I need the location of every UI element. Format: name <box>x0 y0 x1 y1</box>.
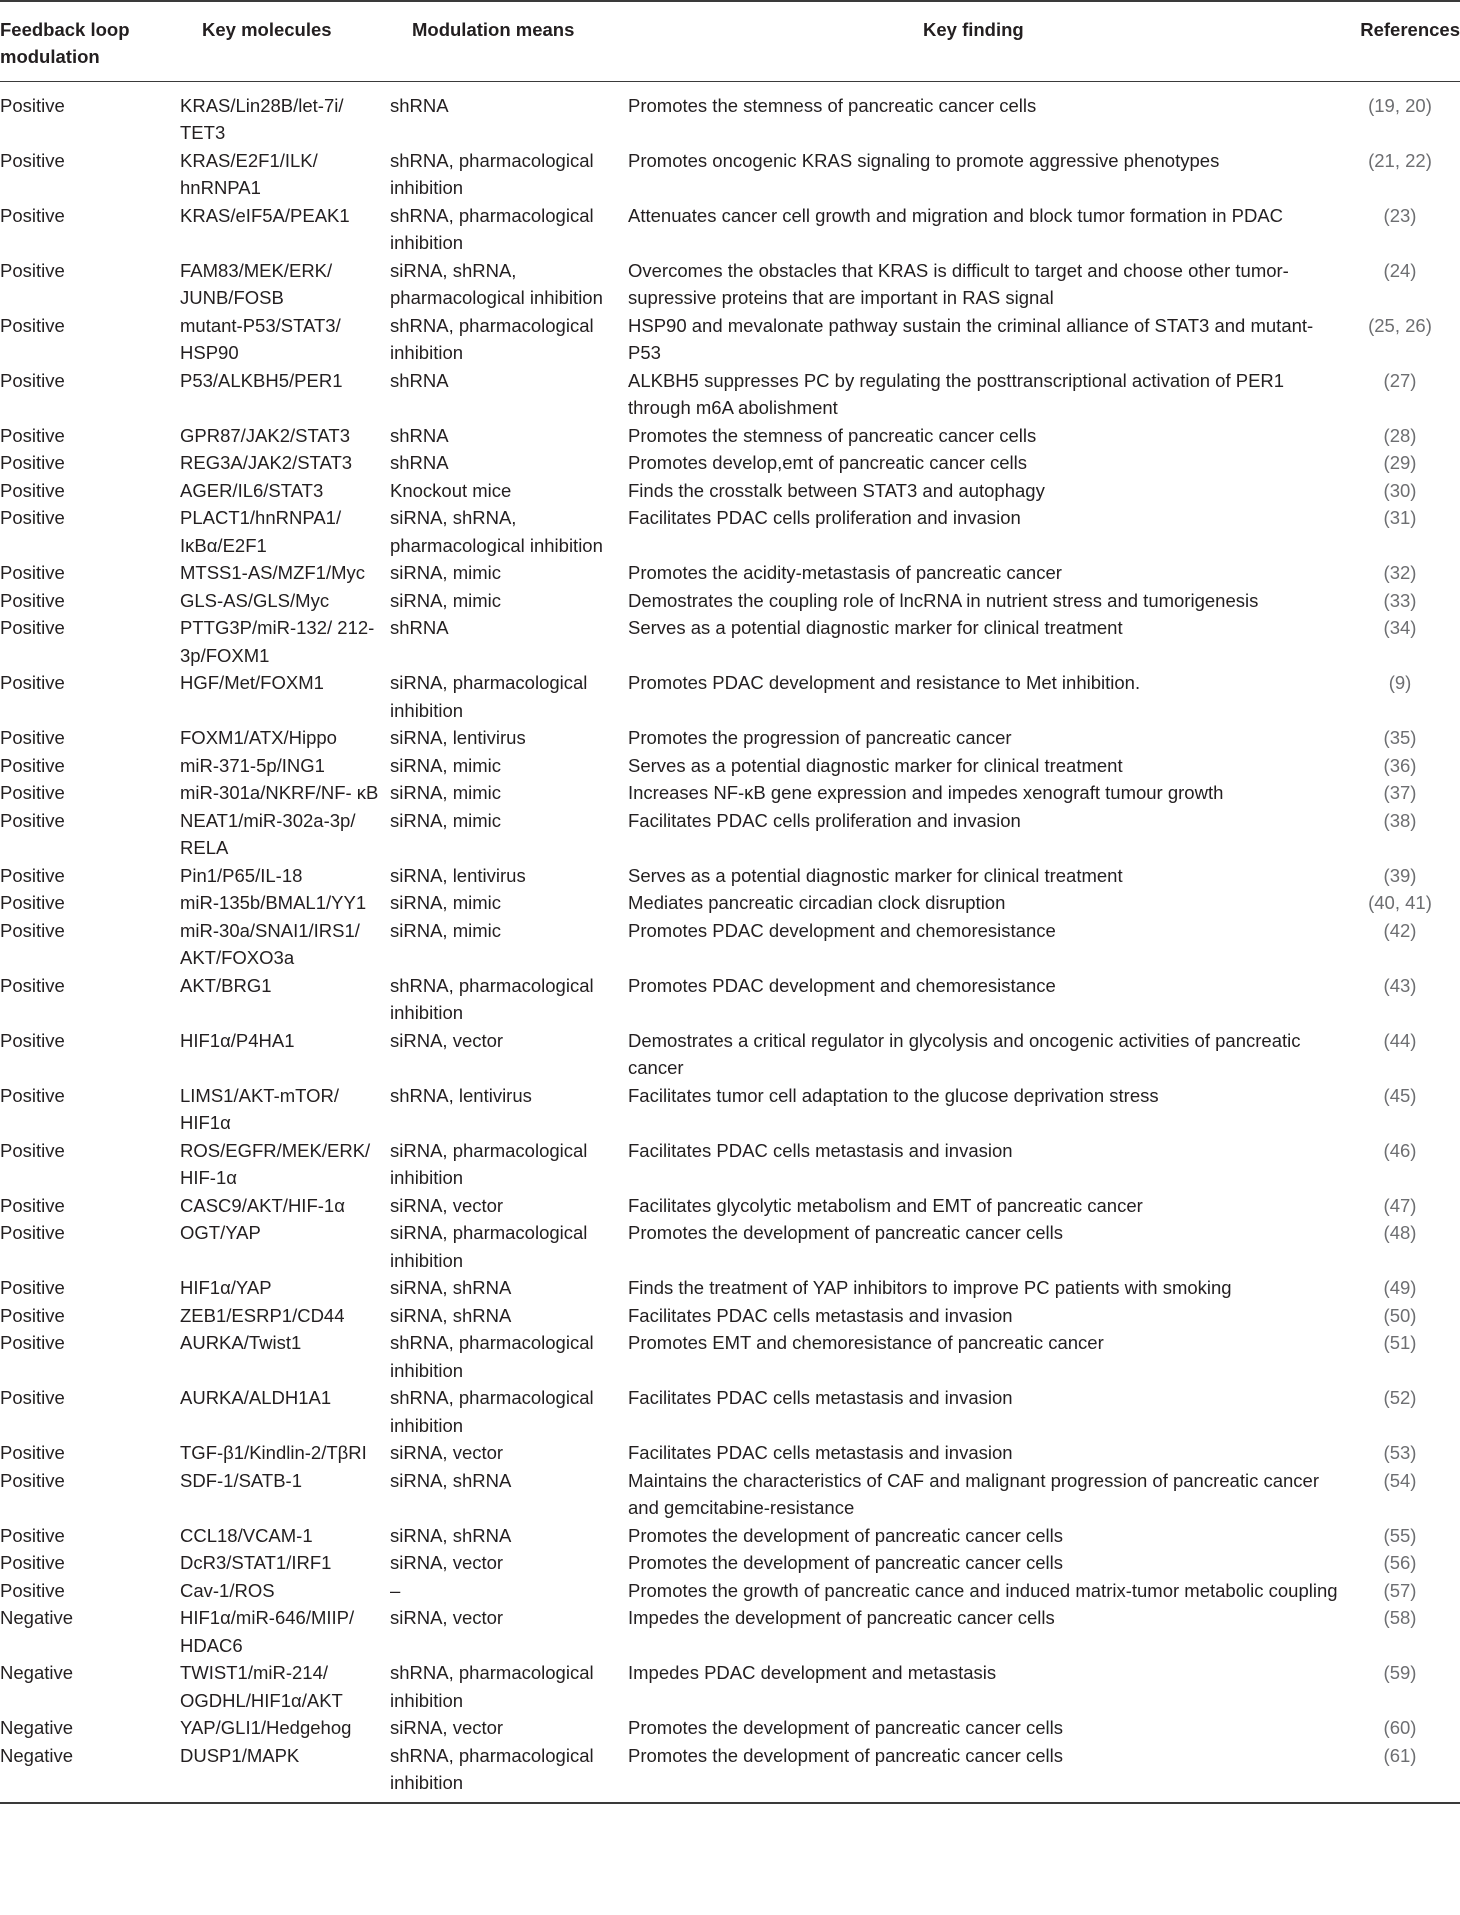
cell-key-finding: Serves as a potential diagnostic marker for clinical treatment <box>628 864 1123 886</box>
cell-feedback-modulation: Positive <box>0 507 65 528</box>
cell-references: (61) <box>1340 1742 1460 1803</box>
table-row <box>0 1714 1460 1742</box>
cell-modulation-means: shRNA, pharmacological inhibition <box>390 1332 594 1381</box>
cell-key-finding: Promotes the growth of pancreatic cance and induced matrix-tumor metabolic coupling <box>628 1579 1338 1601</box>
cell-key-finding: Promotes the stemness of pancreatic cancer cells <box>628 424 1037 446</box>
cell-key-molecules: miR-371-5p/ING1 <box>180 754 325 776</box>
cell-feedback-modulation: Positive <box>0 974 65 996</box>
cell-feedback-modulation: Positive <box>0 1277 65 1298</box>
table-row <box>0 614 1460 669</box>
cell-key-molecules: AURKA/ALDH1A1 <box>180 1387 332 1408</box>
cell-references: (42) <box>1383 919 1417 941</box>
cell-key-molecules: mutant-P53/STAT3/ HSP90 <box>180 314 341 363</box>
cell-key-molecules: NEAT1/miR-302a-3p/ RELA <box>180 809 356 858</box>
cell-feedback-modulation: Positive <box>0 1029 65 1051</box>
cell-key-finding: Demostrates a critical regulator in glycolysis and oncogenic activities of pancreatic cancer <box>628 1029 1301 1078</box>
cell-key-molecules: AKT/BRG1 <box>180 974 272 996</box>
table-row <box>0 147 1460 202</box>
cell-key-finding: Facilitates glycolytic metabolism and EMT of pancreatic cancer <box>628 1194 1143 1216</box>
table-row <box>0 559 1460 587</box>
table-row <box>0 504 1460 559</box>
cell-feedback-modulation: Negative <box>0 1662 74 1683</box>
cell-feedback-modulation: Negative <box>0 1717 74 1738</box>
cell-key-finding: ALKBH5 suppresses PC by regulating the posttranscriptional activation of PER1 through m6A abolishment <box>628 369 1285 418</box>
cell-references: (31) <box>1383 507 1417 528</box>
cell-references: (49) <box>1383 1277 1417 1298</box>
cell-feedback-modulation: Positive <box>0 864 65 886</box>
cell-references: (9) <box>1388 672 1412 693</box>
cell-key-finding: Facilitates PDAC cells metastasis and invasion <box>628 1304 1013 1326</box>
cell-modulation-means: siRNA, shRNA <box>390 1304 512 1326</box>
cell-references: (27) <box>1383 369 1417 391</box>
cell-references: (21, 22) <box>1368 149 1432 171</box>
cell-modulation-means: shRNA, pharmacological inhibition <box>390 974 594 1023</box>
cell-key-molecules: YAP/GLI1/Hedgehog <box>180 1717 352 1738</box>
cell-feedback-modulation: Positive <box>0 562 65 583</box>
cell-key-molecules: AURKA/Twist1 <box>180 1332 302 1353</box>
cell-modulation-means: siRNA, vector <box>390 1717 504 1738</box>
table-row <box>0 312 1460 367</box>
table-row <box>0 367 1460 422</box>
table-row <box>0 669 1460 724</box>
cell-key-finding: Promotes PDAC development and resistance to Met inhibition. <box>628 672 1141 693</box>
table-row <box>0 1742 1460 1803</box>
table-row <box>0 257 1460 312</box>
cell-key-molecules: KRAS/Lin28B/let-7i/ TET3 <box>180 94 344 143</box>
cell-references: (52) <box>1383 1387 1417 1408</box>
cell-modulation-means: siRNA, vector <box>390 1442 504 1463</box>
cell-modulation-means: shRNA, pharmacological inhibition <box>390 149 594 198</box>
cell-references: (55) <box>1383 1524 1417 1546</box>
cell-key-finding: Finds the crosstalk between STAT3 and autophagy <box>628 479 1045 501</box>
cell-references: (37) <box>1383 782 1417 803</box>
cell-feedback-modulation: Positive <box>0 782 65 803</box>
cell-key-molecules: TWIST1/miR-214/ OGDHL/HIF1α/AKT <box>180 1662 343 1711</box>
cell-feedback-modulation: Positive <box>0 1332 65 1353</box>
cell-feedback-modulation: Positive <box>0 259 65 281</box>
cell-modulation-means: shRNA, pharmacological inhibition <box>390 1387 594 1436</box>
cell-key-molecules: FOXM1/ATX/Hippo <box>180 727 337 748</box>
cell-key-molecules: miR-301a/NKRF/NF- κB <box>180 782 379 803</box>
cell-key-molecules: GPR87/JAK2/STAT3 <box>180 424 350 446</box>
cell-key-molecules: KRAS/E2F1/ILK/ hnRNPA1 <box>180 149 318 198</box>
cell-key-molecules: SDF-1/SATB-1 <box>180 1469 302 1491</box>
table-row <box>0 1137 1460 1192</box>
cell-references: (24) <box>1383 259 1417 281</box>
cell-modulation-means: siRNA, mimic <box>390 782 501 803</box>
cell-references: (46) <box>1383 1139 1417 1161</box>
table-row <box>0 477 1460 505</box>
cell-key-molecules: CASC9/AKT/HIF-1α <box>180 1194 345 1216</box>
cell-modulation-means: siRNA, mimic <box>390 754 501 776</box>
cell-feedback-modulation: Positive <box>0 1442 65 1463</box>
cell-key-finding: Facilitates PDAC cells metastasis and invasion <box>628 1387 1013 1408</box>
cell-modulation-means: shRNA, pharmacological inhibition <box>390 1742 628 1803</box>
cell-key-molecules: LIMS1/AKT-mTOR/ HIF1α <box>180 1084 339 1133</box>
cell-key-finding: HSP90 and mevalonate pathway sustain the criminal alliance of STAT3 and mutant-P53 <box>628 314 1314 363</box>
table-row <box>0 1522 1460 1550</box>
cell-key-finding: Promotes the development of pancreatic cancer cells <box>628 1742 1340 1803</box>
cell-modulation-means: siRNA, shRNA <box>390 1277 512 1298</box>
cell-key-finding: Promotes PDAC development and chemoresistance <box>628 974 1056 996</box>
cell-modulation-means: shRNA <box>390 369 449 391</box>
cell-key-molecules: miR-30a/SNAI1/IRS1/ AKT/FOXO3a <box>180 919 360 968</box>
cell-feedback-modulation: Positive <box>0 589 65 611</box>
cell-key-finding: Impedes the development of pancreatic cancer cells <box>628 1607 1055 1628</box>
cell-references: (43) <box>1383 974 1417 996</box>
cell-references: (58) <box>1383 1607 1417 1628</box>
cell-references: (47) <box>1383 1194 1417 1216</box>
cell-key-finding: Promotes develop,emt of pancreatic cancer cells <box>628 452 1027 473</box>
table-body <box>0 81 1460 1803</box>
table-row <box>0 1577 1460 1605</box>
cell-modulation-means: siRNA, lentivirus <box>390 864 526 886</box>
cell-modulation-means: siRNA, mimic <box>390 919 501 941</box>
cell-key-molecules: HIF1α/P4HA1 <box>180 1029 295 1051</box>
cell-references: (51) <box>1383 1332 1417 1353</box>
cell-feedback-modulation: Positive <box>0 727 65 748</box>
cell-references: (57) <box>1383 1579 1417 1601</box>
cell-references: (28) <box>1383 424 1417 446</box>
cell-modulation-means: shRNA <box>390 94 449 116</box>
cell-key-molecules: GLS-AS/GLS/Myc <box>180 589 330 611</box>
table-row <box>0 917 1460 972</box>
cell-feedback-modulation: Positive <box>0 1469 65 1491</box>
cell-key-finding: Finds the treatment of YAP inhibitors to improve PC patients with smoking <box>628 1277 1232 1298</box>
cell-key-finding: Promotes PDAC development and chemoresistance <box>628 919 1056 941</box>
table-row <box>0 889 1460 917</box>
cell-key-molecules: HGF/Met/FOXM1 <box>180 672 324 693</box>
cell-feedback-modulation: Negative <box>0 1742 172 1803</box>
cell-key-finding: Facilitates PDAC cells metastasis and invasion <box>628 1442 1013 1463</box>
cell-modulation-means: shRNA, lentivirus <box>390 1084 532 1106</box>
cell-feedback-modulation: Positive <box>0 479 65 501</box>
cell-modulation-means: siRNA, shRNA, pharmacological inhibition <box>390 507 603 556</box>
cell-modulation-means: Knockout mice <box>390 479 512 501</box>
cell-key-finding: Promotes oncogenic KRAS signaling to promote aggressive phenotypes <box>628 149 1220 171</box>
cell-modulation-means: siRNA, pharmacological inhibition <box>390 1222 588 1271</box>
table-row <box>0 1219 1460 1274</box>
table-row <box>0 1384 1460 1439</box>
cell-feedback-modulation: Positive <box>0 94 65 116</box>
cell-feedback-modulation: Positive <box>0 892 65 913</box>
table-row <box>0 724 1460 752</box>
cell-references: (48) <box>1383 1222 1417 1243</box>
cell-key-molecules: Cav-1/ROS <box>180 1579 275 1601</box>
cell-modulation-means: siRNA, vector <box>390 1029 504 1051</box>
table-row <box>0 1302 1460 1330</box>
cell-feedback-modulation: Positive <box>0 1139 65 1161</box>
cell-modulation-means: shRNA, pharmacological inhibition <box>390 1662 594 1711</box>
table-row <box>0 202 1460 257</box>
cell-feedback-modulation: Positive <box>0 672 65 693</box>
cell-key-finding: Promotes the development of pancreatic cancer cells <box>628 1717 1063 1738</box>
cell-references: (45) <box>1383 1084 1417 1106</box>
cell-key-finding: Promotes the development of pancreatic cancer cells <box>628 1524 1063 1546</box>
table-row <box>0 1549 1460 1577</box>
cell-modulation-means: siRNA, pharmacological inhibition <box>390 1139 588 1188</box>
cell-key-finding: Demostrates the coupling role of lncRNA in nutrient stress and tumorigenesis <box>628 589 1259 611</box>
cell-references: (19, 20) <box>1368 94 1432 116</box>
cell-references: (38) <box>1383 809 1417 831</box>
cell-modulation-means: siRNA, vector <box>390 1607 504 1628</box>
table-row <box>0 1659 1460 1714</box>
table-row <box>0 807 1460 862</box>
cell-references: (60) <box>1383 1717 1417 1738</box>
cell-modulation-means: siRNA, vector <box>390 1194 504 1216</box>
header-key-molecules: Key molecules <box>172 1 390 81</box>
table-row <box>0 449 1460 477</box>
cell-modulation-means: siRNA, mimic <box>390 562 501 583</box>
cell-feedback-modulation: Positive <box>0 1387 65 1408</box>
cell-modulation-means: – <box>390 1579 401 1601</box>
cell-key-molecules: PLACT1/hnRNPA1/ IκBα/E2F1 <box>180 507 342 556</box>
header-modulation-means: Modulation means <box>390 1 628 81</box>
table-row <box>0 1027 1460 1082</box>
cell-references: (54) <box>1383 1469 1417 1491</box>
cell-feedback-modulation: Positive <box>0 754 65 776</box>
cell-feedback-modulation: Positive <box>0 369 65 391</box>
cell-key-molecules: MTSS1-AS/MZF1/Myc <box>180 562 366 583</box>
cell-key-finding: Attenuates cancer cell growth and migration and block tumor formation in PDAC <box>628 204 1284 226</box>
cell-key-finding: Maintains the characteristics of CAF and malignant progression of pancreatic cancer and gemcitabine-resistance <box>628 1469 1320 1518</box>
cell-key-molecules: REG3A/JAK2/STAT3 <box>180 452 353 473</box>
cell-key-finding: Facilitates tumor cell adaptation to the glucose deprivation stress <box>628 1084 1159 1106</box>
cell-modulation-means: siRNA, pharmacological inhibition <box>390 672 588 721</box>
cell-key-finding: Promotes the progression of pancreatic cancer <box>628 727 1012 748</box>
table-row <box>0 1467 1460 1522</box>
cell-feedback-modulation: Positive <box>0 1194 65 1216</box>
cell-feedback-modulation: Positive <box>0 1084 65 1106</box>
cell-references: (25, 26) <box>1368 314 1432 336</box>
header-feedback-loop-modulation: Feedback loop modulation <box>0 1 172 81</box>
cell-key-finding: Overcomes the obstacles that KRAS is difficult to target and choose other tumor-supressive proteins that are important in RAS signal <box>628 259 1289 308</box>
table-header-row <box>0 1 1460 81</box>
cell-modulation-means: siRNA, shRNA <box>390 1524 512 1546</box>
cell-key-finding: Promotes the development of pancreatic cancer cells <box>628 1222 1063 1243</box>
cell-key-molecules: TGF-β1/Kindlin-2/TβRI <box>180 1442 367 1463</box>
cell-key-finding: Mediates pancreatic circadian clock disruption <box>628 892 1006 913</box>
cell-modulation-means: shRNA, pharmacological inhibition <box>390 204 594 253</box>
cell-key-molecules: OGT/YAP <box>180 1222 261 1243</box>
cell-feedback-modulation: Positive <box>0 617 65 638</box>
cell-references: (34) <box>1383 617 1417 638</box>
cell-modulation-means: siRNA, mimic <box>390 809 501 831</box>
cell-references: (50) <box>1383 1304 1417 1326</box>
table-row <box>0 422 1460 450</box>
cell-key-molecules: HIF1α/YAP <box>180 1277 272 1298</box>
cell-feedback-modulation: Positive <box>0 1552 65 1573</box>
cell-key-finding: Promotes the acidity-metastasis of pancreatic cancer <box>628 562 1062 583</box>
cell-modulation-means: shRNA, pharmacological inhibition <box>390 314 594 363</box>
cell-key-finding: Serves as a potential diagnostic marker for clinical treatment <box>628 617 1123 638</box>
cell-modulation-means: siRNA, lentivirus <box>390 727 526 748</box>
cell-key-finding: Promotes the development of pancreatic cancer cells <box>628 1552 1063 1573</box>
cell-key-finding: Facilitates PDAC cells proliferation and invasion <box>628 507 1021 528</box>
cell-key-molecules: PTTG3P/miR-132/ 212-3p/FOXM1 <box>180 617 375 666</box>
cell-modulation-means: siRNA, shRNA, pharmacological inhibition <box>390 259 603 308</box>
cell-feedback-modulation: Negative <box>0 1607 74 1628</box>
cell-key-molecules: HIF1α/miR-646/MIIP/ HDAC6 <box>180 1607 355 1656</box>
cell-references: (35) <box>1383 727 1417 748</box>
cell-references: (30) <box>1383 479 1417 501</box>
cell-references: (33) <box>1383 589 1417 611</box>
table-row <box>0 81 1460 147</box>
cell-feedback-modulation: Positive <box>0 424 65 446</box>
cell-modulation-means: siRNA, vector <box>390 1552 504 1573</box>
cell-key-molecules: CCL18/VCAM-1 <box>180 1524 313 1546</box>
table-row <box>0 752 1460 780</box>
cell-references: (29) <box>1383 452 1417 473</box>
table-row <box>0 862 1460 890</box>
cell-key-finding: Impedes PDAC development and metastasis <box>628 1662 997 1683</box>
cell-key-molecules: AGER/IL6/STAT3 <box>180 479 324 501</box>
cell-key-molecules: ROS/EGFR/MEK/ERK/ HIF-1α <box>180 1139 371 1188</box>
cell-references: (40, 41) <box>1368 892 1432 913</box>
cell-key-finding: Increases NF-κB gene expression and impedes xenograft tumour growth <box>628 782 1224 803</box>
cell-feedback-modulation: Positive <box>0 204 65 226</box>
table-row <box>0 1274 1460 1302</box>
table-row <box>0 1329 1460 1384</box>
cell-key-finding: Facilitates PDAC cells metastasis and invasion <box>628 1139 1013 1161</box>
cell-feedback-modulation: Positive <box>0 1579 65 1601</box>
cell-feedback-modulation: Positive <box>0 1304 65 1326</box>
header-references: References <box>1340 1 1460 81</box>
cell-references: (23) <box>1383 204 1417 226</box>
cell-feedback-modulation: Positive <box>0 452 65 473</box>
cell-references: (44) <box>1383 1029 1417 1051</box>
cell-key-molecules: KRAS/eIF5A/PEAK1 <box>180 204 350 226</box>
cell-references: (59) <box>1383 1662 1417 1683</box>
cell-references: (36) <box>1383 754 1417 776</box>
cell-key-molecules: DUSP1/MAPK <box>172 1742 390 1803</box>
table-row <box>0 1192 1460 1220</box>
cell-key-molecules: FAM83/MEK/ERK/ JUNB/FOSB <box>180 259 333 308</box>
cell-references: (32) <box>1383 562 1417 583</box>
cell-feedback-modulation: Positive <box>0 1222 65 1243</box>
cell-key-molecules: DcR3/STAT1/IRF1 <box>180 1552 332 1573</box>
cell-feedback-modulation: Positive <box>0 1524 65 1546</box>
table-row <box>0 587 1460 615</box>
table-row <box>0 1604 1460 1659</box>
cell-modulation-means: siRNA, mimic <box>390 589 501 611</box>
cell-modulation-means: siRNA, mimic <box>390 892 501 913</box>
cell-key-finding: Promotes the stemness of pancreatic cancer cells <box>628 94 1037 116</box>
cell-modulation-means: siRNA, shRNA <box>390 1469 512 1491</box>
cell-key-molecules: ZEB1/ESRP1/CD44 <box>180 1304 345 1326</box>
cell-references: (53) <box>1383 1442 1417 1463</box>
cell-key-finding: Promotes EMT and chemoresistance of pancreatic cancer <box>628 1332 1104 1353</box>
header-key-finding: Key finding <box>628 1 1340 81</box>
cell-key-molecules: P53/ALKBH5/PER1 <box>180 369 343 391</box>
cell-modulation-means: shRNA <box>390 452 449 473</box>
table-row <box>0 972 1460 1027</box>
cell-modulation-means: shRNA <box>390 424 449 446</box>
table-row <box>0 1439 1460 1467</box>
cell-key-molecules: miR-135b/BMAL1/YY1 <box>180 892 367 913</box>
cell-references: (56) <box>1383 1552 1417 1573</box>
cell-modulation-means: shRNA <box>390 617 449 638</box>
table-row <box>0 779 1460 807</box>
cell-feedback-modulation: Positive <box>0 919 65 941</box>
cell-feedback-modulation: Positive <box>0 314 65 336</box>
cell-key-molecules: Pin1/P65/IL-18 <box>180 864 303 886</box>
cell-feedback-modulation: Positive <box>0 809 65 831</box>
cell-feedback-modulation: Positive <box>0 149 65 171</box>
cell-references: (39) <box>1383 864 1417 886</box>
table-row <box>0 1082 1460 1137</box>
cell-key-finding: Serves as a potential diagnostic marker for clinical treatment <box>628 754 1123 776</box>
cell-key-finding: Facilitates PDAC cells proliferation and invasion <box>628 809 1021 831</box>
